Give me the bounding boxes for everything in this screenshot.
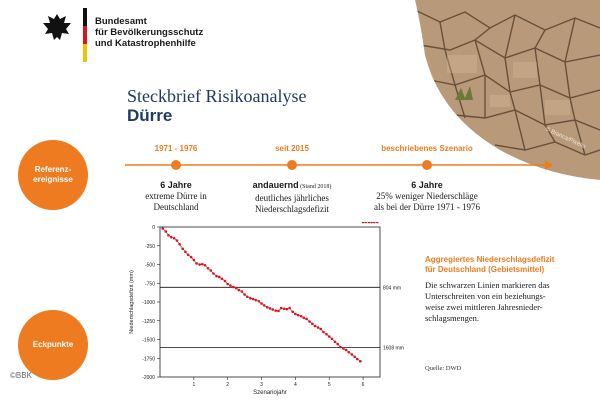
timeline-label-2: seit 2015	[275, 144, 309, 153]
y-tick-label: -250	[144, 243, 155, 250]
x-tick-label: 3	[260, 382, 263, 388]
data-point	[274, 309, 277, 312]
section-eckpunkte: Eckpunkte	[18, 310, 88, 380]
data-point	[229, 284, 232, 287]
page-subtitle: Dürre	[127, 106, 173, 125]
timeline-dot-3	[422, 160, 432, 170]
data-point	[362, 222, 365, 223]
data-point	[334, 340, 337, 343]
data-point	[263, 304, 266, 307]
data-point	[345, 349, 348, 352]
data-point	[342, 347, 345, 350]
timeline-label-1: 1971 - 1976	[154, 144, 198, 153]
x-tick-label: 4	[293, 382, 297, 388]
photo-credit: © Bianca/Pixelio	[544, 126, 587, 151]
data-point	[283, 307, 286, 310]
timeline-arrow-icon	[545, 160, 553, 170]
x-tick-label: 5	[327, 382, 331, 388]
data-point	[294, 313, 297, 316]
data-point	[178, 243, 181, 246]
data-point	[260, 302, 263, 305]
series-line	[163, 229, 361, 362]
data-point	[164, 230, 167, 233]
data-point	[339, 346, 342, 349]
data-point	[195, 262, 198, 265]
data-point	[209, 269, 212, 272]
reference-line-label: 1608 mm	[383, 345, 404, 352]
y-tick-label: -2000	[142, 375, 155, 381]
plot-frame	[160, 227, 380, 377]
data-point	[376, 222, 379, 223]
data-point	[201, 263, 204, 266]
data-point	[303, 316, 306, 319]
chart-legend-text: Die schwarzen Linien markieren das Unterschreiten von ein beziehungs- weise zwei mittleren Jahresnieder- schlagsmengen.	[425, 280, 550, 323]
data-point	[348, 351, 351, 354]
data-point	[161, 227, 164, 230]
data-point	[190, 256, 193, 259]
section-referenzereignisse: Referenz- ereignisse	[18, 140, 88, 210]
x-tick-label: 6	[361, 382, 365, 388]
data-point	[181, 247, 184, 250]
data-point	[271, 308, 274, 311]
reference-line-label: 804 mm	[383, 285, 402, 292]
chart-source: Quelle: DWD	[425, 365, 462, 372]
x-tick-label: 2	[226, 382, 230, 388]
y-tick-label: -1750	[142, 356, 155, 363]
data-point	[319, 328, 322, 331]
data-point	[353, 355, 356, 358]
page-title: Steckbrief Risikoanalyse	[127, 86, 307, 106]
y-axis-label: Niederschlagsdefizit (mm)	[129, 270, 135, 334]
data-point	[356, 358, 359, 361]
data-point	[246, 295, 249, 298]
y-tick-label: -1250	[142, 318, 155, 325]
data-point	[226, 283, 229, 286]
data-point	[370, 222, 373, 223]
y-tick-label: -500	[144, 262, 155, 269]
data-point	[311, 322, 314, 325]
data-point	[373, 222, 376, 223]
data-point	[314, 325, 317, 328]
y-tick-label: -1000	[142, 300, 155, 306]
data-point	[241, 290, 244, 293]
y-tick-label: -1500	[142, 337, 155, 344]
data-point	[193, 259, 196, 262]
data-point	[331, 337, 334, 340]
data-point	[291, 310, 294, 313]
data-point	[249, 297, 252, 300]
timeline-dot-1	[171, 160, 181, 170]
timeline-dot-2	[287, 160, 297, 170]
data-point	[277, 310, 280, 313]
data-point	[308, 320, 311, 323]
eagle-icon	[40, 10, 74, 50]
data-point	[170, 236, 173, 239]
data-point	[238, 289, 241, 292]
data-point	[176, 239, 179, 242]
data-point	[328, 335, 331, 338]
data-point	[351, 353, 354, 356]
flag-stripe-gold	[83, 44, 87, 62]
data-point	[235, 287, 238, 290]
deficit-chart	[125, 222, 420, 398]
flag-stripe-black	[83, 8, 87, 26]
flag-stripe-red	[83, 26, 87, 44]
data-point	[243, 293, 246, 296]
data-point	[184, 250, 187, 253]
timeline-label-3: beschriebenes Szenario	[381, 144, 473, 153]
data-point	[218, 276, 221, 279]
data-point	[204, 264, 207, 267]
data-point	[297, 314, 300, 317]
data-point	[224, 280, 227, 283]
data-point	[322, 331, 325, 334]
x-axis-label: Szenariojahr	[253, 390, 287, 396]
data-point	[173, 237, 176, 240]
chart-legend-title: Aggregiertes Niederschlagsdefizit für Deutschland (Gebietsmittel)	[425, 255, 555, 274]
data-point	[252, 298, 255, 301]
y-tick-label: -750	[144, 281, 155, 288]
data-point	[336, 343, 339, 346]
copyright: ©BBK	[10, 371, 32, 380]
data-point	[280, 307, 283, 310]
timeline-text-2: andauernd (Stand 2018) deutliches jährliches Niederschlagsdefizit	[252, 180, 332, 214]
data-point	[207, 267, 210, 270]
data-point	[212, 272, 215, 275]
data-point	[266, 306, 269, 309]
data-point	[254, 299, 257, 302]
data-point	[221, 277, 224, 280]
data-point	[359, 360, 362, 363]
data-point	[317, 326, 320, 329]
y-tick-label: 0	[152, 225, 155, 231]
x-tick-label: 1	[192, 382, 196, 388]
data-point	[364, 222, 367, 223]
organization-name: Bundesamt für Bevölkerungsschutz und Katastrophenhilfe	[95, 16, 204, 49]
timeline-text-1: 6 Jahre extreme Dürre in Deutschland	[145, 180, 207, 212]
data-point	[198, 263, 201, 266]
timeline-text-3: 6 Jahre 25% weniger Niederschläge als bei der Dürre 1971 - 1976	[374, 180, 480, 212]
data-point	[232, 286, 235, 289]
data-point	[305, 318, 308, 321]
data-point	[167, 234, 170, 237]
data-point	[288, 307, 291, 310]
data-point	[368, 222, 371, 223]
data-point	[325, 333, 328, 336]
data-point	[258, 300, 261, 303]
data-point	[187, 253, 190, 256]
timeline	[120, 150, 560, 180]
data-point	[286, 308, 289, 311]
data-point	[269, 307, 272, 310]
data-point	[215, 275, 218, 278]
data-point	[300, 315, 303, 318]
